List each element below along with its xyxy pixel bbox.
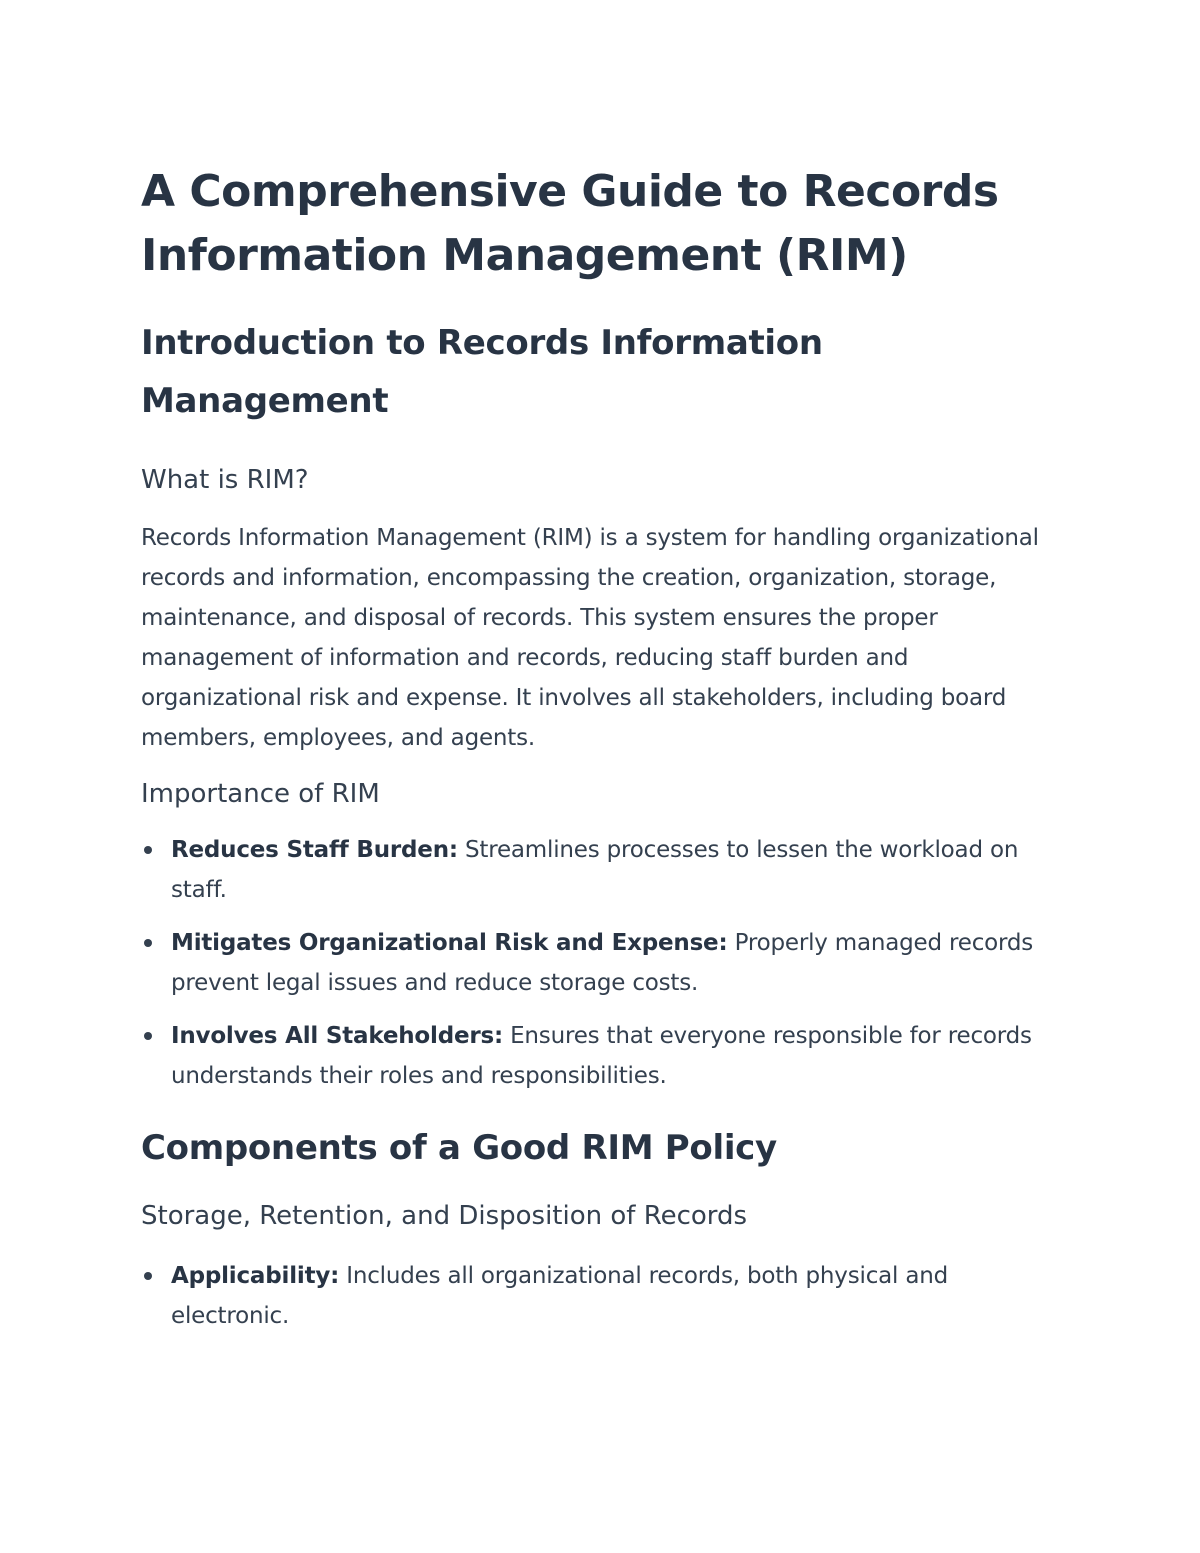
list-item-term: Reduces Staff Burden: [171,837,458,863]
list-item-text: Streamlines processes to lessen the workload on staff. [171,837,1019,903]
subheading-what-is-rim: What is RIM? [141,465,309,495]
list-item [141,830,1071,910]
document-title: A Comprehensive Guide to Records Information Management (RIM) [141,166,999,281]
list-item-text: Properly managed records prevent legal issues and reduce storage costs. [171,930,1034,996]
bullet-icon [144,846,152,854]
what-is-rim-paragraph: Records Information Management (RIM) is a system for handling organizational records and information, encompassing the creation, organization, storage, maintenance, and disposal of records. This system ensures the proper management of information and records, reducing staff burden and organizational risk and expense. It involves all stakeholders, including board members, employees, and agents. [141,525,1039,751]
bullet-icon [144,1032,152,1040]
section-heading-components: Components of a Good RIM Policy [141,1128,777,1168]
subheading-importance-of-rim: Importance of RIM [141,779,380,809]
list-item [141,923,1071,1003]
list-item-term: Involves All Stakeholders: [171,1023,503,1049]
document-page [141,160,1071,1349]
list-item-term: Applicability: [171,1263,340,1289]
list-item [141,1256,1071,1336]
list-item [141,1016,1071,1096]
section-heading-introduction: Introduction to Records Information Management [141,323,823,421]
bullet-icon [144,939,152,947]
subheading-storage-retention: Storage, Retention, and Disposition of Records [141,1201,748,1231]
importance-list [141,830,1071,1096]
list-item-text: Ensures that everyone responsible for records understands their roles and responsibilities. [171,1023,1032,1089]
list-item-term: Mitigates Organizational Risk and Expense: [171,930,728,956]
list-item-text: Includes all organizational records, both physical and electronic. [171,1263,948,1329]
storage-list [141,1256,1071,1336]
bullet-icon [144,1272,152,1280]
